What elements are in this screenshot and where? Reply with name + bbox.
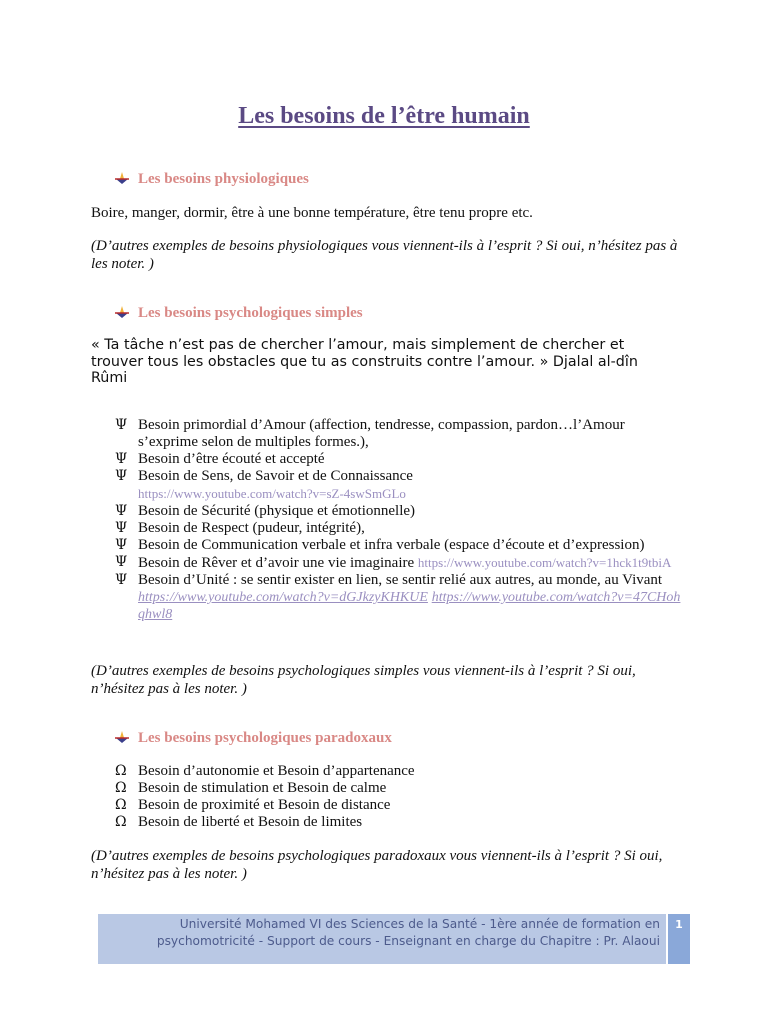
page-title: Les besoins de l’être humain xyxy=(238,103,530,129)
list-item-text: Besoin de Respect (pudeur, intégrité), xyxy=(138,520,365,536)
section-heading-paradox xyxy=(114,730,392,747)
list-item-text: Besoin de liberté et Besoin de limites xyxy=(138,814,363,830)
psi-bullet-icon: Ψ xyxy=(115,468,128,484)
paradox-question: (D’autres exemples de besoins psychologiques paradoxaux vous viennent-ils à l’esprit ? Si oui, n’hésitez pas à les noter. ) xyxy=(91,848,663,882)
physio-text: Boire, manger, dormir, être à une bonne température, être tenu propre etc. xyxy=(91,205,533,221)
psi-bullet-icon: Ψ xyxy=(115,451,128,467)
list-item xyxy=(115,468,685,503)
list-item-text: Besoin de Communication verbale et infra verbale (espace d’écoute et d’expression) xyxy=(138,537,645,553)
rumi-quote: « Ta tâche n’est pas de chercher l’amour, mais simplement de chercher et trouver tous les obstacles que tu as construits contre l’amour. » Djalal al-dîn Rûmi xyxy=(91,337,638,386)
list-item-text: Besoin de Sens, de Savoir et de Connaissance xyxy=(138,468,413,484)
footer-text xyxy=(102,916,660,950)
list-item-text: Besoin de Sécurité (physique et émotionnelle) xyxy=(138,503,416,519)
list-item-text: Besoin primordial d’Amour (affection, tendresse, compassion, pardon…l’Amour s’exprime selon de multiples formes.), xyxy=(138,417,625,450)
section-heading-label: Les besoins psychologiques paradoxaux xyxy=(138,730,392,746)
list-item-text: Besoin de stimulation et Besoin de calme xyxy=(138,780,387,796)
section-heading-label: Les besoins physiologiques xyxy=(138,171,309,187)
youtube-link[interactable]: https://www.youtube.com/watch?v=dGJkzyKHKUE xyxy=(138,590,428,605)
bullet-icon xyxy=(114,305,130,319)
bullet-icon xyxy=(114,171,130,185)
youtube-link[interactable]: https://www.youtube.com/watch?v=sZ-4swSmGLo xyxy=(138,486,406,501)
list-item-text: Besoin d’Unité : se sentir exister en lien, se sentir relié aux autres, au monde, au Vivant xyxy=(138,572,663,588)
psi-bullet-icon: Ψ xyxy=(115,537,128,553)
section-heading-label: Les besoins psychologiques simples xyxy=(138,305,363,321)
omega-bullet-icon: Ω xyxy=(115,814,127,830)
youtube-link[interactable]: https://www.youtube.com/watch?v=1hck1t9tbiA xyxy=(417,555,672,570)
list-item-text: Besoin de proximité et Besoin de distance xyxy=(138,797,391,813)
psi-bullet-icon: Ψ xyxy=(115,520,128,536)
bullet-icon xyxy=(114,730,130,744)
paradox-needs-list xyxy=(115,763,685,831)
omega-bullet-icon: Ω xyxy=(115,797,127,813)
list-item xyxy=(115,451,685,468)
physio-question: (D’autres exemples de besoins physiologiques vous viennent-ils à l’esprit ? Si oui, n’hésitez pas à les noter. ) xyxy=(91,238,678,272)
list-item xyxy=(115,554,685,572)
psi-bullet-icon: Ψ xyxy=(115,417,128,433)
section-heading-physio xyxy=(114,171,309,188)
youtube-link-2[interactable]: https://www.youtube.com/watch?v=47CHohqhwl8 xyxy=(138,590,681,622)
list-item-text: Besoin d’être écouté et accepté xyxy=(138,451,325,467)
footer-line-2: psychomotricité - Support de cours - Enseignant en charge du Chapitre : Pr. Alaoui xyxy=(156,934,660,948)
list-item xyxy=(115,797,685,814)
footer-line-1: Université Mohamed VI des Sciences de la Santé - 1ère année de formation en xyxy=(179,917,660,931)
list-item xyxy=(115,520,685,537)
omega-bullet-icon: Ω xyxy=(115,763,127,779)
simple-needs-list xyxy=(115,417,685,623)
section-heading-simple xyxy=(114,305,363,322)
list-item-text: Besoin de Rêver et d’avoir une vie imaginaire xyxy=(138,555,415,571)
list-item xyxy=(115,763,685,780)
list-item-text: Besoin d’autonomie et Besoin d’appartenance xyxy=(138,763,415,779)
list-item xyxy=(115,417,685,451)
page-number: 1 xyxy=(668,914,690,964)
psi-bullet-icon: Ψ xyxy=(115,503,128,519)
list-item xyxy=(115,503,685,520)
psi-bullet-icon: Ψ xyxy=(115,554,128,570)
psi-bullet-icon: Ψ xyxy=(115,572,128,588)
list-item xyxy=(115,537,685,554)
page-footer xyxy=(98,914,690,964)
simple-question: (D’autres exemples de besoins psychologiques simples vous viennent-ils à l’esprit ? Si oui, n’hésitez pas à les noter. ) xyxy=(91,663,636,697)
omega-bullet-icon: Ω xyxy=(115,780,127,796)
list-item xyxy=(115,572,685,623)
list-item xyxy=(115,780,685,797)
list-item xyxy=(115,814,685,831)
